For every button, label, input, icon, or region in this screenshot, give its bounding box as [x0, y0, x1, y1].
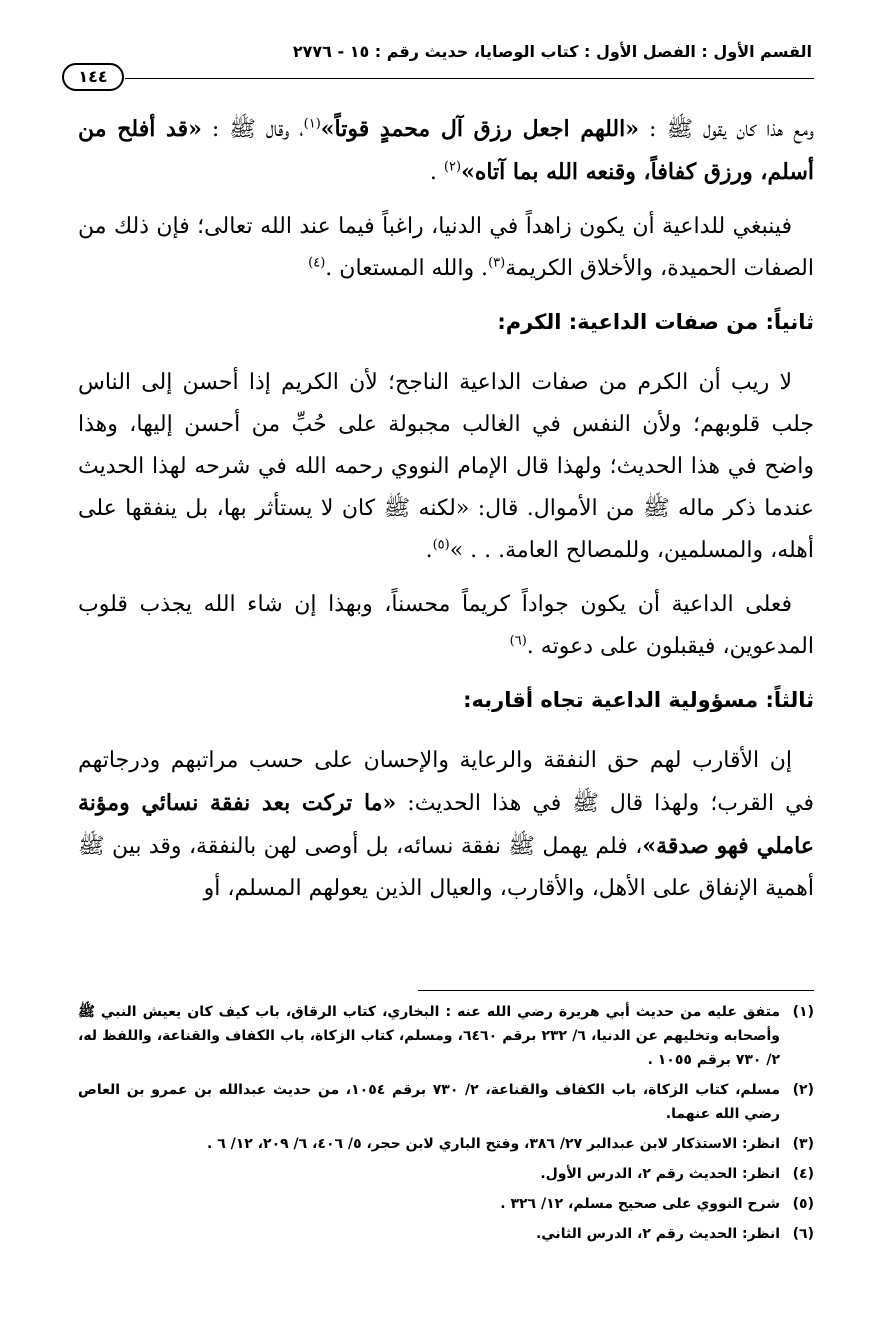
- footnote-item: (٢) مسلم، كتاب الزكاة، باب الكفاف والقناعة، ٢/ ٧٣٠ برقم ١٠٥٤، من حديث عبدالله بن عمرو بن العاص رضي الله عنهما.: [78, 1082, 814, 1122]
- page-number-badge: ١٤٤: [62, 63, 124, 91]
- footnote-item: (٤) انظر: الحديث رقم ٢، الدرس الأول.: [540, 1166, 814, 1182]
- section-heading-generosity: ثانياً: من صفات الداعية: الكرم:: [497, 310, 814, 334]
- footnote-item: (٥) شرح النووي على صحيح مسلم، ١٢/ ٣٢٦ .: [500, 1196, 814, 1212]
- paragraph-4: فعلى الداعية أن يكون جواداً كريماً محسناً، وبهذا إن شاء الله يجذب قلوب المدعوين، فيقبلون على دعوته .$^{(٦)}$: [78, 592, 814, 659]
- header-divider: [125, 78, 814, 79]
- main-text: [78, 108, 814, 922]
- footnote-item: (١) متفق عليه من حديث أبي هريرة رضي الله عنه : البخاري، كتاب الرقاق، باب كيف كان يعيش النبي ﷺ وأصحابه وتخليهم عن الدنيا، ٦/ ٢٣٢ برقم ٦٤٦٠، ومسلم، كتاب الزكاة، باب الكفاف والقناعة، واللفظ له، ٢/ ٧٣٠ برقم ١٠٥٥ .: [78, 1004, 814, 1068]
- footnote-ref: (٥): [432, 537, 450, 553]
- running-header: القسم الأول : الفصل الأول : كتاب الوصايا، حديث رقم : ١٥ - ٢٧٧٦: [292, 42, 812, 61]
- paragraph-1: ومع هذا كان يقول ﷺ : «اللهم اجعل رزق آل محمدٍ قوتاً»$^{(١)}$، وقال ﷺ : «قد أفلح من أسلم، ورزق كفافاً، وقنعه الله بما آتاه»$^{(٢)}$ .: [78, 116, 815, 185]
- footnote-ref: (٦): [509, 633, 527, 649]
- hadith-quote: «ما تركت بعد نفقة نسائي ومؤنة عاملي فهو صدقة»: [78, 790, 814, 859]
- footnote-ref: (٢): [443, 159, 462, 175]
- footnote-item: (٦) انظر: الحديث رقم ٢، الدرس الثاني.: [535, 1226, 814, 1242]
- hadith-quote: «اللهم اجعل رزق آل محمدٍ قوتاً»: [320, 116, 639, 142]
- footnote-ref: (٣): [488, 255, 506, 271]
- paragraph-2: فينبغي للداعية أن يكون زاهداً في الدنيا، راغباً فيما عند الله تعالى؛ فإن ذلك من الصفات الحميدة، والأخلاق الكريمة$^{(٣)}$. والله المستعان .$^{(٤)}$: [78, 214, 814, 281]
- paragraph-5: إن الأقارب لهم حق النفقة والرعاية والإحسان على حسب مراتبهم ودرجاتهم في القرب؛ ولهذا قال ﷺ في هذا الحديث: «ما تركت بعد نفقة نسائي ومؤنة عاملي فهو صدقة»، فلم يهمل ﷺ نفقة نسائه، بل أوصى لهن بالنفقة، وقد بين ﷺ أهمية الإنفاق على الأهل، والأقارب، والعيال الذين يعولهم المسلم، أو: [78, 748, 815, 901]
- footnote-ref: (١): [303, 116, 321, 132]
- footnote-divider: [418, 990, 814, 991]
- footnotes: [78, 1000, 814, 1252]
- paragraph-3: لا ريب أن الكرم من صفات الداعية الناجح؛ لأن الكريم إذا أحسن إلى الناس جلب قلوبهم؛ ولأن النفس في الغالب مجبولة على حُبِّ من أحسن إليها، وهذا واضح في هذا الحديث؛ ولهذا قال الإمام النووي رحمه الله في شرحه لهذا الحديث عندما ذكر ماله ﷺ من الأموال. قال: «لكنه ﷺ كان لا يستأثر بها، بل ينفقها على أهله، والمسلمين، وللمصالح العامة. . . »$^{(٥)}$.: [78, 370, 814, 563]
- hadith-quote: «قد أفلح من أسلم، ورزق كفافاً، وقنعه الله بما آتاه»: [78, 116, 814, 185]
- footnote-item: (٣) انظر: الاستذكار لابن عبدالبر ٢٧/ ٣٨٦، وفتح الباري لابن حجر، ٥/ ٤٠٦، ٦/ ٢٠٩، ١٢/ ٦ .: [206, 1136, 814, 1152]
- footnote-ref: (٤): [308, 255, 326, 271]
- section-heading-relatives: ثالثاً: مسؤولية الداعية تجاه أقاربه:: [463, 688, 814, 712]
